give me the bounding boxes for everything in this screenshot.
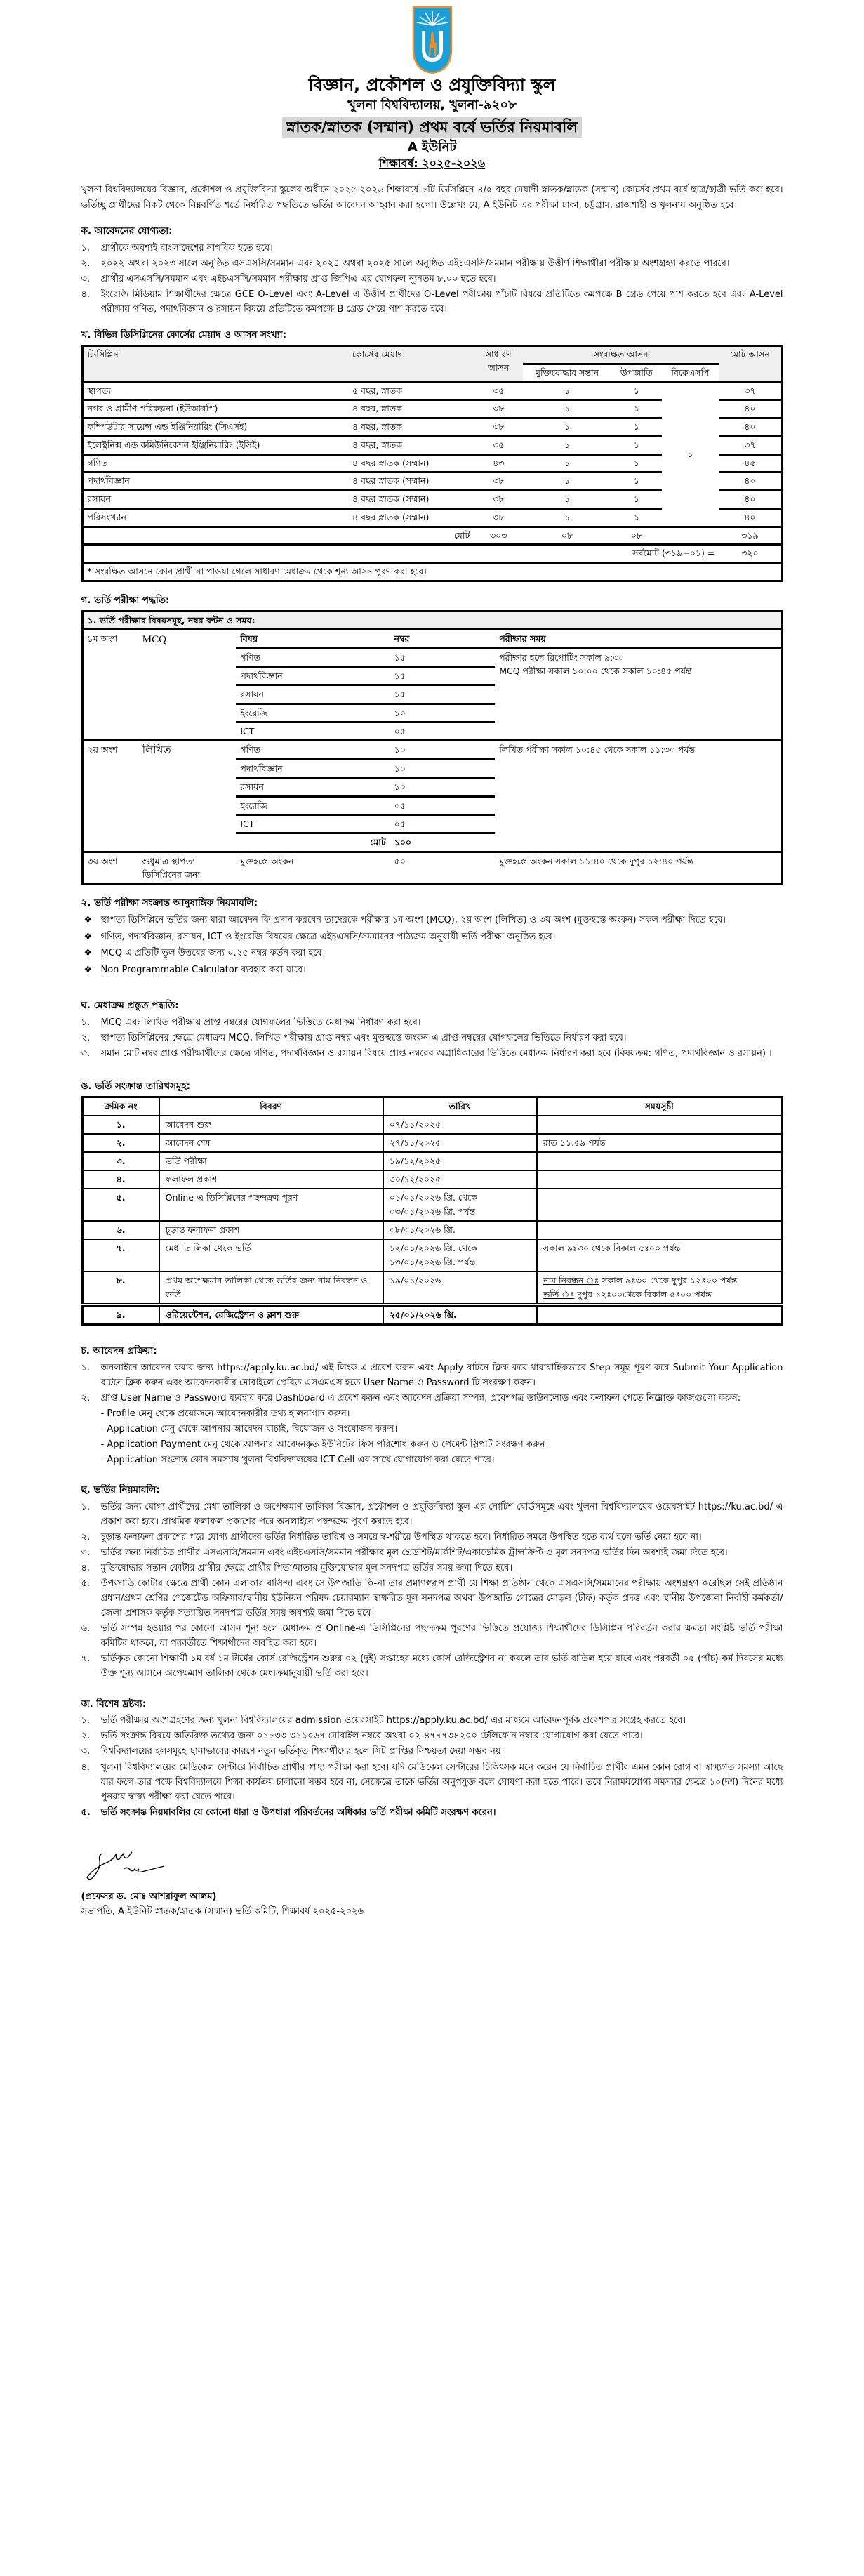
general-seat-cell: ৪৩ bbox=[474, 454, 523, 473]
exam-part-row bbox=[82, 630, 782, 648]
description-cell: প্রথম অপেক্ষমান তালিকা থেকে ভর্তির জন্য নাম নিবন্ধন ও ভর্তি bbox=[159, 1272, 383, 1305]
serial-cell: ১. bbox=[82, 1116, 159, 1134]
sum-bksp bbox=[662, 527, 719, 545]
list-item bbox=[81, 1545, 783, 1560]
date-cell bbox=[383, 1189, 537, 1221]
duration-cell: ৪ বছর স্নাতক (সম্মান) bbox=[348, 473, 474, 491]
eligibility-list bbox=[81, 241, 783, 317]
description-cell: আবেদন শেষ bbox=[159, 1134, 383, 1152]
subject-name: ICT bbox=[236, 722, 390, 741]
item-number: ৫. bbox=[81, 1578, 91, 1590]
col-discipline: ডিসিপ্লিন bbox=[82, 346, 348, 383]
serial-cell: ৩. bbox=[82, 1152, 159, 1170]
subject-marks: ১৫ bbox=[390, 648, 496, 666]
list-item bbox=[81, 256, 783, 271]
registration-label: নাম নিবন্ধন ঃ bbox=[543, 1274, 599, 1286]
col-subject: বিষয় bbox=[240, 633, 258, 645]
sum-total: ৩১৯ bbox=[719, 527, 782, 545]
eligibility-title: ক. আবেদনের যোগ্যতা: bbox=[81, 225, 173, 237]
exam-rules-title: ২. ভর্তি পরীক্ষা সংক্রান্ত আনুষাঙ্গিক নিয়মাবলি: bbox=[81, 897, 258, 909]
dashboard-steps bbox=[101, 1406, 783, 1467]
date-cell bbox=[383, 1304, 537, 1324]
rules-list bbox=[81, 1500, 783, 1682]
date-cell bbox=[383, 1272, 537, 1305]
dates-title: ঙ. ভর্তি সংক্রান্ত তারিখসমূহ: bbox=[81, 1081, 191, 1092]
exam-rules-list bbox=[81, 913, 783, 977]
tribal-seat-cell: ১ bbox=[611, 473, 662, 491]
schedule-cell bbox=[537, 1152, 782, 1170]
exam-time-line: লিখিত পরীক্ষা সকাল ১০:৪৫ থেকে সকাল ১১:৩০ পর্যন্ত bbox=[499, 744, 696, 755]
date-row bbox=[82, 1134, 782, 1152]
discipline-cell: নগর ও গ্রামীণ পরিকল্পনা (ইউআরপি) bbox=[82, 400, 348, 418]
tribal-seat-cell: ১ bbox=[611, 382, 662, 400]
total-seat-cell: ৪০ bbox=[719, 473, 782, 491]
item-number: ৬. bbox=[81, 1623, 91, 1634]
total-seat-cell: ৪৫ bbox=[719, 454, 782, 473]
date-line: ১৯/০১/২০২৬ bbox=[389, 1274, 441, 1286]
date-row bbox=[82, 1239, 782, 1272]
total-seat-cell: ৪০ bbox=[719, 508, 782, 527]
col-general: সাধারণ আসন bbox=[474, 346, 523, 383]
date-line: ২৭/১১/২০২৫ bbox=[389, 1137, 441, 1148]
seat-grand-row bbox=[82, 545, 782, 563]
bksp-seat-cell: ১ bbox=[662, 382, 719, 527]
page-title: স্নাতক/স্নাতক (সম্মান) প্রথম বর্ষে ভর্তির নিয়মাবলি bbox=[282, 117, 582, 138]
tribal-seat-cell: ১ bbox=[611, 491, 662, 509]
discipline-cell: রসায়ন bbox=[82, 491, 348, 509]
list-item bbox=[81, 1530, 783, 1545]
discipline-cell: পরিসংখ্যান bbox=[82, 508, 348, 527]
date-row bbox=[82, 1221, 782, 1239]
university-logo-icon bbox=[411, 6, 453, 74]
total-seat-cell: ৪০ bbox=[719, 418, 782, 437]
admission-time: ভর্তি ঃ দুপুর ১২ঃ০০থেকে বিকাল ৫ঃ০০ পর্যন্ত bbox=[543, 1288, 712, 1300]
list-item bbox=[81, 1500, 783, 1529]
schedule-cell bbox=[537, 1272, 782, 1305]
part-type: লিখিত bbox=[138, 741, 237, 852]
item-number: ১. bbox=[81, 1715, 91, 1726]
item-text: ভর্তির জন্য যোগ্য প্রার্থীদের মেধা তালিকা ও অপেক্ষমাণ তালিকা বিজ্ঞান, প্রকৌশল ও প্রযুক্তিবিদ্যা স্কুল এর নোটিশ বোর্ডসমূহে এবং খুলনা বিশ্ববিদ্যালয়ের ওয়েবসাইট https://ku.ac.bd/ এ প্রকাশ করা হবে। প্রাথমিক ফলাফল প্রকাশের পরে অনলাইনে পছন্দক্রম পূরণ করতে হবে। bbox=[100, 1501, 783, 1528]
col-bksp: বিকেএসপি bbox=[662, 364, 719, 382]
item-number: ২. bbox=[81, 1532, 91, 1543]
date-line: ০৮/০১/২০২৬ খ্রি. bbox=[389, 1224, 456, 1235]
duration-cell: ৪ বছর স্নাতক (সম্মান) bbox=[348, 508, 474, 527]
ff-seat-cell: ১ bbox=[523, 508, 611, 527]
sum-tribal: ০৮ bbox=[611, 527, 662, 545]
date-line: ০১/০১/২০২৬ খ্রি. থেকে bbox=[389, 1191, 477, 1203]
col-serial: ক্রমিক নং bbox=[82, 1097, 159, 1116]
item-text: ভর্তি সংক্রান্ত নিয়মাবলির যে কোনো ধারা ও উপধারা পরিবর্তনের অধিকার ভর্তি পরীক্ষা কমিটি সংরক্ষণ করেন। bbox=[100, 1806, 496, 1818]
exam-part-row bbox=[82, 741, 782, 759]
item-text: MCQ এ প্রতিটি ভুল উত্তরের জন্য ০.২৫ নম্বর কর্তন করা হবে। bbox=[100, 948, 326, 959]
seat-table-body bbox=[82, 382, 782, 581]
subject-marks: ১৫ bbox=[390, 685, 496, 704]
date-cell bbox=[383, 1239, 537, 1272]
bullet-diamond-icon: ❖ bbox=[84, 915, 93, 926]
col-reserved: সংরক্ষিত আসন bbox=[523, 346, 719, 364]
discipline-cell: পদার্থবিজ্ঞান bbox=[82, 473, 348, 491]
subject-name: গণিত bbox=[236, 741, 390, 759]
general-seat-cell: ৩৮ bbox=[474, 418, 523, 437]
serial-cell: ৪. bbox=[82, 1170, 159, 1189]
date-cell bbox=[383, 1134, 537, 1152]
unit-label: A ইউনিট bbox=[407, 139, 457, 154]
exam-table bbox=[81, 610, 783, 885]
date-line: ১৩/০১/২০২৬ খ্রি. পর্যন্ত bbox=[389, 1256, 476, 1267]
duration-cell: ৫ বছর, স্নাতক bbox=[348, 382, 474, 400]
list-item: - Application সংক্রান্ত কোন সমস্যায় খুলনা বিশ্ববিদ্যালয়ের ICT Cell এর সাথে যোগাযোগ করা যেতে পারে। bbox=[100, 1455, 495, 1466]
schedule-cell bbox=[537, 1116, 782, 1134]
item-number: ৪. bbox=[81, 1563, 91, 1574]
item-text: চূড়ান্ত ফলাফল প্রকাশের পরে যোগ্য প্রার্থীদের ভর্তির নির্ধারিত তারিখ ও সময়ে স্ব-শরীরে উপস্থিত থাকতে হবে। নির্ধারিত সময়ে উপস্থিত হতে ব্যর্থ হলে ভর্তি নেয়া হবে না। bbox=[100, 1532, 702, 1543]
signatory-designation: সভাপতি, A ইউনিট স্নাতক/স্নাতক (সম্মান) ভর্তি কমিটি, শিক্ষাবর্ষ ২০২৫-২০২৬ bbox=[81, 1905, 364, 1917]
item-text: স্থাপত্য ডিসিপ্লিনে ভর্তির জন্য যারা আবেদন ফি প্রদান করবেন তাদেরকে পরীক্ষার ১ম অংশ (MCQ), ২য় অংশ (লিখিত) ও ৩য় অংশ (মুক্তহস্তে অংকন) সকল পরীক্ষা দিতে হবে। bbox=[100, 915, 726, 926]
general-seat-cell: ৩৮ bbox=[474, 491, 523, 509]
seat-row bbox=[82, 382, 782, 400]
duration-cell: ৪ বছর স্নাতক (সম্মান) bbox=[348, 491, 474, 509]
item-number: ১. bbox=[81, 1501, 91, 1512]
grand-label: সর্বমোট (৩১৯+০১) = bbox=[82, 545, 719, 563]
duration-cell: ৪ বছর, স্নাতক bbox=[348, 400, 474, 418]
serial-cell: ৯. bbox=[82, 1304, 159, 1324]
registration-time: নাম নিবন্ধন ঃ সকাল ৯ঃ৩০ থেকে দুপুর ১২ঃ০০ পর্যন্ত bbox=[543, 1274, 738, 1286]
item-number: ২. bbox=[81, 1392, 91, 1403]
item-text: প্রার্থীর এসএসসি/সমমান এবং এইচএসসি/সমমান পরীক্ষায় প্রাপ্ত জিপিএ এর যোগফল ন্যূনতম ৮.০০ হতে হবে। bbox=[100, 274, 496, 285]
total-seat-cell: ৩৭ bbox=[719, 436, 782, 454]
item-number: ৪. bbox=[81, 1762, 91, 1773]
subject-name: রসায়ন bbox=[236, 685, 390, 704]
exam-time-line: পরীক্ষার হলে রিপোর্টিং সকাল ৯:৩০ bbox=[499, 652, 625, 663]
col-time: পরীক্ষার সময় bbox=[499, 633, 546, 645]
col-marks: নম্বর bbox=[394, 633, 410, 645]
list-item bbox=[81, 1046, 783, 1061]
merit-list bbox=[81, 1015, 783, 1061]
total-seat-cell: ৪০ bbox=[719, 491, 782, 509]
item-text: ২০২২ অথবা ২০২৩ সালে অনুষ্ঠিত এসএসসি/সমমান এবং ২০২৪ অথবা ২০২৫ সালে অনুষ্ঠিত এইচএসসি/সমমান পরীক্ষায় উত্তীর্ণ শিক্ষার্থীরা পরীক্ষায় অংশগ্রহণ করতে পারবে। bbox=[100, 258, 730, 270]
list-item bbox=[81, 1621, 783, 1651]
bullet-diamond-icon: ❖ bbox=[84, 931, 93, 942]
item-number: ৪. bbox=[81, 289, 91, 300]
subject-marks: ১০ bbox=[390, 704, 496, 722]
part-type: শুধুমাত্র স্থাপত্য ডিসিপ্লিনের জন্য bbox=[138, 852, 237, 884]
description-cell: Online-এ ডিসিপ্লিনের পছন্দক্রম পূরণ bbox=[159, 1189, 383, 1221]
schedule-cell bbox=[537, 1134, 782, 1152]
subject-marks: ১০ bbox=[390, 741, 496, 759]
discipline-cell: স্থাপত্য bbox=[82, 382, 348, 400]
item-text: ভর্তি সম্পন্ন হওয়ার পর কোনো আসন শূন্য হলে মেধাক্রম ও Online-এ ডিসিপ্লিনের পছন্দক্রম পূরণের ভিত্তিতে প্রযোজ্য শিক্ষার্থীদের ডিসিপ্লিন পরিবর্তন করার ক্ষমতা সংশ্লিষ্ট ভর্তি পরীক্ষা কমিটির থাকবে, যা পরবর্তীতে শিক্ষার্থীদের অবহিত করা হবে। bbox=[100, 1623, 783, 1649]
schedule-cell bbox=[537, 1304, 782, 1324]
general-seat-cell: ৩৫ bbox=[474, 382, 523, 400]
list-item bbox=[81, 963, 783, 977]
date-line: ০৩/০১/২০২৬ খ্রি. পর্যন্ত bbox=[389, 1206, 476, 1217]
list-item bbox=[81, 1561, 783, 1576]
subject-marks: ১০ bbox=[390, 759, 496, 777]
seat-table bbox=[81, 345, 783, 582]
item-text: উপজাতি কোটার ক্ষেত্রে প্রার্থী কোন এলাকার বাসিন্দা এবং সে উপজাতি কি-না তার প্রমাণস্বরূপ প্রার্থী যে শিক্ষা প্রতিষ্ঠান থেকে এসএসসি/সমমানের পরীক্ষায় অংশগ্রহণ করেছিল সেই প্রতিষ্ঠান প্রধান/প্রথম শ্রেণির গেজেটেড অফিসার/স্থানীয় ইউনিয়ন পরিষদ চেয়ারম্যান স্বাক্ষরিত মূল সনদপত্র অথবা উপজাতি গোত্রের মোড়ল (চীফ) কর্তৃক প্রদত্ত এবং স্থানীয় উপজেলা নির্বাহী কর্মকর্তা/জেলা প্রশাসক কর্তৃক সত্যায়িত সনদপত্র ভর্তির সময় অবশ্যই জমা দিতে হবে। bbox=[100, 1578, 783, 1619]
seat-note: * সংরক্ষিত আসনে কোন প্রার্থী না পাওয়া গেলে সাধারণ মেধাক্রম থেকে শূন্য আসন পূরণ করা হবে। bbox=[82, 563, 782, 581]
school-name: বিজ্ঞান, প্রকৌশল ও প্রযুক্তিবিদ্যা স্কুল bbox=[308, 75, 556, 95]
general-seat-cell: ৩৮ bbox=[474, 473, 523, 491]
item-text: MCQ এবং লিখিত পরীক্ষায় প্রাপ্ত নম্বরের যোগফলের ভিত্তিতে মেধাক্রম নির্ধারণ করা হবে। bbox=[100, 1017, 421, 1028]
date-row bbox=[82, 1189, 782, 1221]
merit-title: ঘ. মেধাক্রম প্রস্তুত পদ্ধতি: bbox=[81, 1000, 179, 1012]
date-line: ১২/০১/২০২৬ খ্রি. থেকে bbox=[389, 1242, 477, 1253]
intro-paragraph: খুলনা বিশ্ববিদ্যালয়ের বিজ্ঞান, প্রকৌশল ও প্রযুক্তিবিদ্যা স্কুলের অধীনে ২০২৫-২০২৬ শিক্ষাবর্ষে ৮টি ডিসিপ্লিনে ৪/৫ বছর মেয়াদী স্নাতক/স্নাতক (সম্মান) কোর্সের প্রথম বর্ষে ছাত্র/ছাত্রী ভর্তি করা হবে। ভর্তিচ্ছু প্রার্থীদের নিকট থেকে নিম্নবর্ণিত শর্তে নির্ধারিত পদ্ধতিতে ভর্তির আবেদন আহ্বান করা হলো। উল্লেখ্য যে, A ইউনিট এর পরীক্ষা ঢাকা, চট্টগ্রাম, রাজশাহী ও খুলনায় অনুষ্ঠিত হবে। bbox=[81, 185, 783, 211]
item-text: ভর্তির জন্য নির্বাচিত প্রার্থীর এসএসসি/সমমান এবং এইচএসসি/সমমান পরীক্ষার মূল গ্রেডশিট/মার্কশিট/একাডেমিক ট্রান্সক্রিপ্ট ও মূল সনদপত্র ভর্তির দিন অবশ্যই জমা দিতে হবে। bbox=[100, 1547, 728, 1559]
subject-marks: ১৫ bbox=[390, 666, 496, 685]
item-text: প্রাপ্ত User Name ও Password ব্যবহার করে Dashboard এ প্রবেশ করুন এবং আবেদন প্রক্রিয়া সম্পন্ন, প্রবেশপত্র ডাউনলোড এবং ফলাফল পেতে নিম্নোক্ত কাজগুলো করুন: bbox=[100, 1392, 741, 1403]
ff-seat-cell: ১ bbox=[523, 382, 611, 400]
serial-cell: ৭. bbox=[82, 1239, 159, 1272]
col-tribal: উপজাতি bbox=[611, 364, 662, 382]
item-number: ৩. bbox=[81, 1746, 91, 1757]
item-text: ইংরেজি মিডিয়াম শিক্ষার্থীদের ক্ষেত্রে GCE O-Level এবং A-Level এ উত্তীর্ণ প্রার্থীদের O-Level পরীক্ষায় পাঁচটি বিষয়ে প্রতিটিতে কমপক্ষে B গ্রেড পেয়ে পাশ করতে হবে এবং A-Level পরীক্ষায় গণিত, পদার্থবিজ্ঞান ও রসায়ন বিষয়ে প্রতিটিতে কমপক্ষে B গ্রেড পেয়ে পাশ করতে হবে। bbox=[100, 289, 783, 315]
description-cell: ভর্তি পরীক্ষা bbox=[159, 1152, 383, 1170]
col-total: মোট আসন bbox=[719, 346, 782, 383]
serial-cell: ৮. bbox=[82, 1272, 159, 1305]
list-item bbox=[81, 946, 783, 960]
bullet-diamond-icon: ❖ bbox=[84, 948, 93, 959]
dates-table bbox=[81, 1096, 783, 1326]
description-cell: আবেদন শুরু bbox=[159, 1116, 383, 1134]
university-name: খুলনা বিশ্ববিদ্যালয়, খুলনা-৯২০৮ bbox=[347, 98, 517, 113]
dates-table-body bbox=[82, 1116, 782, 1325]
date-cell bbox=[383, 1221, 537, 1239]
signature-icon bbox=[81, 1848, 173, 1884]
general-seat-cell: ৩৮ bbox=[474, 400, 523, 418]
subject-name: ইংরেজি bbox=[236, 796, 390, 814]
list-item bbox=[81, 1391, 783, 1467]
item-number: ২. bbox=[81, 258, 91, 270]
date-row bbox=[82, 1152, 782, 1170]
serial-cell: ৬. bbox=[82, 1221, 159, 1239]
item-text: মুক্তিযোদ্ধার সন্তান কোটার প্রার্থীর ক্ষেত্রে প্রার্থীর পিতা/মাতার মুক্তিযোদ্ধার মূল সনদপত্র ভর্তির সময় জমা দিতে হবে। bbox=[100, 1563, 513, 1574]
list-item bbox=[81, 1760, 783, 1804]
ff-seat-cell: ১ bbox=[523, 473, 611, 491]
tribal-seat-cell: ১ bbox=[611, 400, 662, 418]
sum-label: মোট bbox=[82, 527, 474, 545]
tribal-seat-cell: ১ bbox=[611, 454, 662, 473]
date-line: ২৫/০১/২০২৬ খ্রি. bbox=[389, 1309, 457, 1320]
item-text: ভর্তি পরীক্ষায় অংশগ্রহণের জন্য খুলনা বিশ্ববিদ্যালয়ের admission ওয়েবসাইট https://apply.ku.ac.bd/ এর মাধ্যমে আবেদনপূর্বক প্রবেশপত্র সংগ্রহ করতে হবে। bbox=[100, 1715, 686, 1726]
apply-list bbox=[81, 1361, 783, 1467]
col-date: তারিখ bbox=[383, 1097, 537, 1116]
subject-name: ইংরেজি bbox=[236, 704, 390, 722]
duration-cell: ৪ বছর, স্নাতক bbox=[348, 436, 474, 454]
part-label: ৩য় অংশ bbox=[82, 852, 138, 884]
grand-total: ৩২০ bbox=[719, 545, 782, 563]
item-text: বিশ্ববিদ্যালয়ের হলসমূহে স্থানাভাবের কারণে নতুন ভর্তিকৃত শিক্ষার্থীদের হলে সিট প্রাপ্তির নিশ্চয়তা দেয়া সম্ভব নয়। bbox=[100, 1746, 505, 1757]
seats-title: খ. বিভিন্ন ডিসিপ্লিনের কোর্সের মেয়াদ ও আসন সংখ্যা: bbox=[81, 329, 286, 341]
exam-part-row bbox=[82, 852, 782, 884]
general-seat-cell: ৩৮ bbox=[474, 508, 523, 527]
ff-seat-cell: ১ bbox=[523, 418, 611, 437]
item-text: অনলাইনে আবেদন করার জন্য https://apply.ku.ac.bd/ এই লিংক-এ প্রবেশ করুন এবং Apply বাটনে ক্লিক করে ধারাবাহিকভাবে Step সমূহ পূরণ করে Submit Your Application বাটনে ক্লিক করুন এবং আবেদনকারীর মোবাইলে প্রেরিত এসএমএস হতে User Name ও Password টি সংরক্ষণ করুন। bbox=[100, 1362, 783, 1388]
description-cell: ওরিয়েন্টেশন, রেজিস্ট্রেশন ও ক্লাশ শুরু bbox=[159, 1304, 383, 1324]
list-item bbox=[81, 272, 783, 286]
signature-block bbox=[81, 1848, 783, 1919]
part-label: ২য় অংশ bbox=[82, 741, 138, 852]
item-text: খুলনা বিশ্ববিদ্যালয়ের মেডিকেল সেন্টারে নির্বাচিত প্রার্থীর স্বাস্থ্য পরীক্ষা করা হবে। যদি মেডিকেল সেন্টারের চিকিৎসক মনে করেন যে নির্বাচিত প্রার্থীর এমন কোন রোগ বা স্বাস্থ্যগত সমস্যা আছে যার ফলে তার পক্ষে বিশ্ববিদ্যালয়ে শিক্ষা কার্যক্রম চালানো সম্ভব হবে না, সেক্ষেত্রে তাকে ভর্তির অনুপযুক্ত বলে ঘোষণা করা হতে পারে। তবে নিরাময়যোগ্য সমস্যার ক্ষেত্রে ১০(দশ) দিনের মধ্যে পুনরায় স্বাস্থ্য পরীক্ষা করা যেতে পারে। bbox=[100, 1762, 783, 1802]
subject-name: পদার্থবিজ্ঞান bbox=[236, 666, 390, 685]
subject-marks: ০৫ bbox=[390, 796, 496, 814]
item-text: গণিত, পদার্থবিজ্ঞান, রসায়ন, ICT ও ইংরেজি বিষয়ের ক্ষেত্রে এইচএসসি/সমমানের পাঠ্যক্রম অনুযায়ী ভর্তি পরীক্ষা অনুষ্ঠিত হবে। bbox=[100, 931, 556, 942]
sum-ff: ০৮ bbox=[523, 527, 611, 545]
duration-cell: ৪ বছর, স্নাতক bbox=[348, 418, 474, 437]
list-item bbox=[81, 1729, 783, 1743]
description-cell: চূড়ান্ত ফলাফল প্রকাশ bbox=[159, 1221, 383, 1239]
item-number: ১. bbox=[81, 1017, 91, 1028]
date-row bbox=[82, 1170, 782, 1189]
list-item bbox=[81, 930, 783, 944]
item-number: ৩. bbox=[81, 274, 91, 285]
list-item bbox=[81, 1651, 783, 1681]
date-cell bbox=[383, 1170, 537, 1189]
col-duration: কোর্সের মেয়াদ bbox=[348, 346, 474, 383]
admission-label: ভর্তি ঃ bbox=[543, 1288, 575, 1300]
schedule-cell bbox=[537, 1239, 782, 1272]
seat-note-row bbox=[82, 563, 782, 581]
exam-time: মুক্তহস্তে অংকন সকাল ১১:৪০ থেকে দুপুর ১২:৪০ পর্যন্ত bbox=[495, 852, 782, 884]
subject-name: রসায়ন bbox=[236, 778, 390, 796]
header bbox=[81, 6, 783, 171]
list-item: - Application মেনু থেকে আপনার আবেদন যাচাই, বিয়োজন ও সংযোজন করুন। bbox=[100, 1423, 398, 1434]
ff-seat-cell: ১ bbox=[523, 436, 611, 454]
exam-time bbox=[495, 741, 782, 852]
exam-time bbox=[495, 648, 782, 741]
duration-cell: ৪ বছর স্নাতক (সম্মান) bbox=[348, 454, 474, 473]
subject-name: মুক্তহস্তে অংকন bbox=[236, 852, 390, 884]
list-item bbox=[81, 287, 783, 317]
ff-seat-cell: ১ bbox=[523, 491, 611, 509]
item-text: Non Programmable Calculator ব্যবহার করা যাবে। bbox=[100, 964, 306, 975]
rules-title: ছ. ভর্তির নিয়মাবলি: bbox=[81, 1484, 160, 1496]
part-label: ১ম অংশ bbox=[87, 633, 118, 645]
subject-name: গণিত bbox=[236, 648, 390, 666]
list-item bbox=[81, 1015, 783, 1030]
date-line: ৩০/১২/২০২৫ bbox=[389, 1173, 441, 1184]
list-item bbox=[81, 241, 783, 256]
list-item bbox=[81, 1361, 783, 1390]
total-label: মোট bbox=[236, 833, 390, 852]
schedule-cell bbox=[537, 1170, 782, 1189]
tribal-seat-cell: ১ bbox=[611, 418, 662, 437]
list-item bbox=[81, 1713, 783, 1728]
admission-notice bbox=[81, 0, 783, 1919]
exam-time-line: MCQ পরীক্ষা সকাল ১০:০০ থেকে সকাল ১০:৪৫ পর্যন্ত bbox=[499, 665, 692, 676]
session-label: শিক্ষাবর্ষ: ২০২৫-২০২৬ bbox=[378, 157, 486, 170]
special-title: জ. বিশেষ দ্রষ্টব্য: bbox=[81, 1698, 147, 1710]
subject-name: পদার্থবিজ্ঞান bbox=[236, 759, 390, 777]
item-text: ভর্তি সংক্রান্ত বিষয়ে অতিরিক্ত তথ্যের জন্য ০১৮৩৩-৩১১০৬৭ মোবাইল নম্বরে অথবা ০২-৪৭৭৭৩৪২০০ টেলিফোন নম্বরে যোগাযোগ করা যেতে পারে। bbox=[100, 1731, 643, 1742]
ff-seat-cell: ১ bbox=[523, 454, 611, 473]
discipline-cell: কম্পিউটার সায়েন্স এন্ড ইঞ্জিনিয়ারিং (সিএসই) bbox=[82, 418, 348, 437]
apply-title: চ. আবেদন প্রক্রিয়া: bbox=[81, 1345, 157, 1356]
tribal-seat-cell: ১ bbox=[611, 436, 662, 454]
schedule-cell bbox=[537, 1189, 782, 1221]
schedule-line: সকাল ৯ঃ৩০ থেকে বিকাল ৫ঃ০০ পর্যন্ত bbox=[543, 1242, 681, 1253]
discipline-cell: ইলেক্ট্রনিক্স এন্ড কমিউনিকেশন ইঞ্জিনিয়ারিং (ইসিই) bbox=[82, 436, 348, 454]
item-number: ১. bbox=[81, 243, 91, 254]
list-item bbox=[81, 1031, 783, 1045]
item-text: স্থাপত্য ডিসিপ্লিনের ক্ষেত্রে মেধাক্রম MCQ, লিখিত পরীক্ষায় প্রাপ্ত নম্বর এবং মুক্তহস্তে অংকন-এ প্রাপ্ত নম্বরের যোগফলের ভিত্তিতে নির্ধারণ করা হবে। bbox=[100, 1032, 627, 1043]
item-text: প্রার্থীকে অবশ্যই বাংলাদেশের নাগরিক হতে হবে। bbox=[100, 243, 273, 254]
col-schedule: সময়সূচী bbox=[537, 1097, 782, 1116]
tribal-seat-cell: ১ bbox=[611, 508, 662, 527]
description-cell: ফলাফল প্রকাশ bbox=[159, 1170, 383, 1189]
item-number: ৭. bbox=[81, 1653, 91, 1665]
list-item bbox=[81, 1744, 783, 1759]
description-cell: মেধা তালিকা থেকে ভর্তি bbox=[159, 1239, 383, 1272]
item-number: ৩. bbox=[81, 1547, 91, 1559]
subject-marks: ০৫ bbox=[390, 814, 496, 833]
date-row bbox=[82, 1116, 782, 1134]
item-text: সমান মোট নম্বর প্রাপ্ত পরীক্ষার্থীদের ক্ষেত্রে গণিত, পদার্থবিজ্ঞান ও রসায়ন বিষয়ে প্রাপ্ত নম্বরের অগ্রাধিকারের ভিত্তিতে মেধাক্রম নির্ধারণ করা হবে (বিষয়ক্রম: গণিত, পদার্থবিজ্ঞান ও রসায়ন) । bbox=[100, 1048, 772, 1059]
date-line: ১৯/১২/২০২৫ bbox=[389, 1155, 441, 1166]
total-seat-cell: ৩৭ bbox=[719, 382, 782, 400]
item-text: ভর্তিকৃত কোনো শিক্ষার্থী ১ম বর্ষ ১ম টার্মের কোর্স রেজিস্ট্রেশন শুরুর ০২ (দুই) সপ্তাহের মধ্যে কোর্স রেজিস্ট্রেশন না করলে তার ভর্তি বাতিল হয়ে যাবে এবং পরবর্তী ০৫ (পাঁচ) কর্ম দিবসের মধ্যে উক্ত শূন্য আসনে অপেক্ষমাণ তালিকা থেকে মেধাক্রমানুযায়ী ভর্তি করা হবে। bbox=[100, 1653, 783, 1679]
total-seat-cell: ৪০ bbox=[719, 400, 782, 418]
subject-marks: ১০ bbox=[390, 778, 496, 796]
item-number: ২. bbox=[81, 1032, 91, 1043]
part-type: MCQ bbox=[142, 634, 166, 646]
subject-name: ICT bbox=[236, 814, 390, 833]
col-description: বিবরণ bbox=[159, 1097, 383, 1116]
serial-cell: ২. bbox=[82, 1134, 159, 1152]
item-number: ৩. bbox=[81, 1048, 91, 1059]
exam-table-title: ১. ভর্তি পরীক্ষার বিষয়সমূহ, নম্বর বন্টন ও সময়: bbox=[82, 611, 782, 629]
item-number: ২. bbox=[81, 1731, 91, 1742]
subject-marks: ৫০ bbox=[390, 852, 496, 884]
list-item bbox=[81, 1805, 783, 1820]
bullet-diamond-icon: ❖ bbox=[84, 964, 93, 975]
item-number: ১. bbox=[81, 1362, 91, 1373]
exam-table-body bbox=[82, 611, 782, 884]
item-number: ৫. bbox=[81, 1806, 91, 1818]
date-cell bbox=[383, 1116, 537, 1134]
special-notes-list bbox=[81, 1713, 783, 1819]
list-item bbox=[81, 1576, 783, 1620]
list-item: - Application Payment মেনু থেকে আপনার আবেদনকৃত ইউনিটের ফিস পরিশোধ করুন ও পেমেন্ট স্লিপটি সংরক্ষণ করুন। bbox=[100, 1439, 549, 1451]
serial-cell: ৫. bbox=[82, 1189, 159, 1221]
date-row bbox=[82, 1272, 782, 1305]
ff-seat-cell: ১ bbox=[523, 400, 611, 418]
total-marks: ১০০ bbox=[390, 833, 496, 852]
list-item bbox=[81, 913, 783, 927]
col-freedom-fighter: মুক্তিযোদ্ধার সন্তান bbox=[523, 364, 611, 382]
date-cell bbox=[383, 1152, 537, 1170]
exam-title: গ. ভর্তি পরীক্ষা পদ্ধতি: bbox=[81, 594, 170, 606]
date-line: ০৭/১১/২০২৫ bbox=[389, 1118, 441, 1130]
sum-general: ৩০৩ bbox=[474, 527, 523, 545]
exam-table-title-row bbox=[82, 611, 782, 629]
date-row bbox=[82, 1304, 782, 1324]
schedule-cell bbox=[537, 1221, 782, 1239]
seat-sum-row bbox=[82, 527, 782, 545]
subject-marks: ০৫ bbox=[390, 722, 496, 741]
signatory-name: (প্রফেসর ড. মোঃ আশরাফুল আলম) bbox=[81, 1891, 217, 1902]
schedule-line: রাত ১১.৫৯ পর্যন্ত bbox=[543, 1137, 606, 1148]
general-seat-cell: ৩৫ bbox=[474, 436, 523, 454]
discipline-cell: গণিত bbox=[82, 454, 348, 473]
list-item: - Profile মেনু থেকে প্রয়োজনে আবেদনকারীর তথ্য হালনাগাদ করুন। bbox=[100, 1408, 350, 1419]
